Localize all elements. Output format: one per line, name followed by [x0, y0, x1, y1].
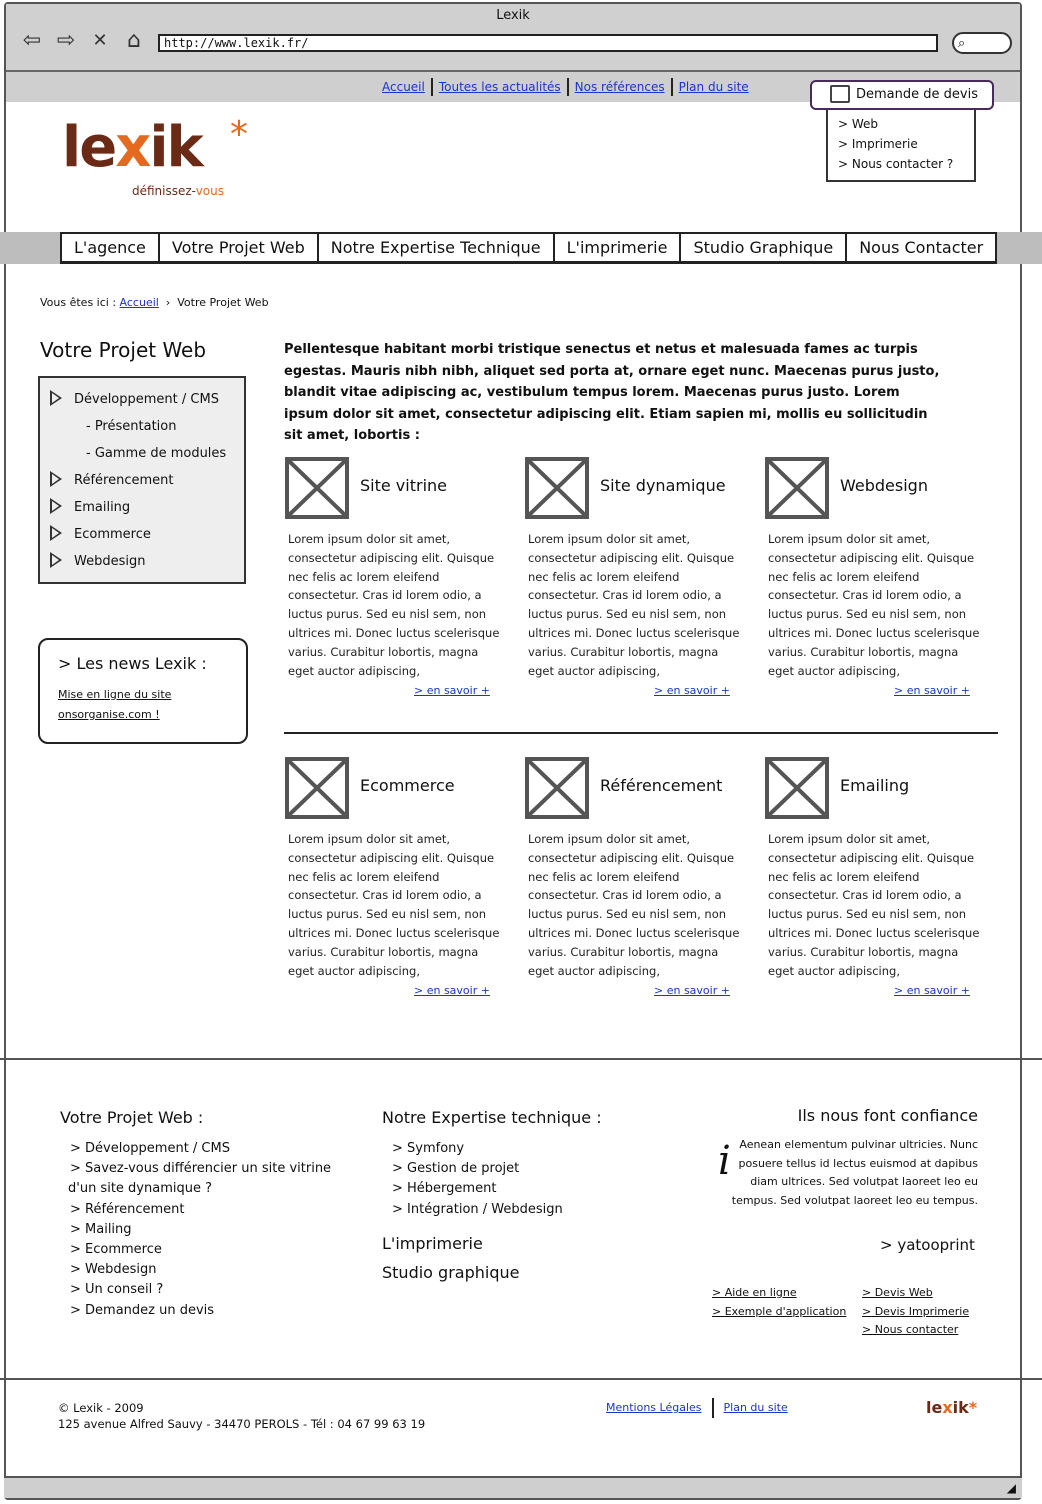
top-link-plan[interactable]: Plan du site: [678, 80, 749, 94]
footer-link[interactable]: > Développement / CMS: [70, 1141, 230, 1156]
top-link-references[interactable]: Nos références: [569, 78, 673, 96]
card-body: Lorem ipsum dolor sit amet, consectetur adipiscing elit. Quisque nec felis ac lorem eleifend consectetur. Cras id lorem odio, a luctus purus. Sed eu nisl sem, non ultrices mi. Donec luctus scelerisque varius. Curabitur lobortis, magna eget auctor adipiscing,: [288, 532, 500, 678]
footer-devis-links: [862, 1284, 969, 1340]
top-link-actualites[interactable]: Toutes les actualités: [433, 78, 569, 96]
sidebar-item-modules[interactable]: - Gamme de modules: [86, 446, 227, 461]
footer-link[interactable]: > Gestion de projet: [392, 1161, 520, 1177]
footer-link[interactable]: > Symfony: [392, 1141, 465, 1156]
sidebar-menu: [38, 376, 246, 584]
devis-button[interactable]: [810, 80, 994, 110]
card-body: Lorem ipsum dolor sit amet, consectetur adipiscing elit. Quisque nec felis ac lorem eleifend consectetur. Cras id lorem odio, a luctus purus. Sed eu nisl sem, non ultrices mi. Donec luctus scelerisque varius. Curabitur lobortis, magna eget auctor adipiscing,: [768, 532, 980, 678]
mentions-legales-link[interactable]: Mentions Légales: [606, 1398, 714, 1418]
read-more-link[interactable]: > en savoir +: [654, 984, 730, 997]
nav-imprimerie[interactable]: L'imprimerie: [553, 232, 682, 264]
logo-wordmark: lexik: [62, 115, 202, 180]
devis-label: Demande de devis: [856, 87, 978, 102]
devis-dropdown: [826, 110, 976, 182]
footer-help-links: [712, 1284, 846, 1321]
address: 125 avenue Alfred Sauvy - 34470 PEROLS - Tél : 04 67 99 63 19: [58, 1417, 426, 1431]
card-body: Lorem ipsum dolor sit amet, consectetur adipiscing elit. Quisque nec felis ac lorem eleifend consectetur. Cras id lorem odio, a luctus purus. Sed eu nisl sem, non ultrices mi. Donec luctus scelerisque varius. Curabitur lobortis, magna eget auctor adipiscing,: [528, 832, 740, 978]
sidebar-title: Votre Projet Web: [40, 338, 207, 362]
search-icon: ⌕: [958, 36, 966, 51]
browser-search[interactable]: [952, 32, 1012, 54]
main-nav: [0, 232, 1042, 264]
read-more-link[interactable]: > en savoir +: [654, 684, 730, 697]
sidebar-item-webdesign[interactable]: Webdesign: [40, 548, 244, 575]
footer-link-devis-web[interactable]: > Devis Web: [862, 1286, 933, 1299]
nav-expertise[interactable]: Notre Expertise Technique: [317, 232, 555, 264]
nav-projet-web[interactable]: Votre Projet Web: [158, 232, 319, 264]
sidebar-item-ecommerce[interactable]: Ecommerce: [40, 521, 244, 548]
chevron-right-icon: ›: [162, 296, 174, 309]
footer-link[interactable]: > Mailing: [70, 1221, 132, 1237]
devis-item-web[interactable]: > Web: [838, 117, 879, 131]
top-links: [376, 78, 755, 96]
trust-title: Ils nous font confiance: [797, 1106, 978, 1125]
card-title: Site dynamique: [600, 476, 726, 495]
read-more-link[interactable]: > en savoir +: [414, 684, 490, 697]
yatooprint-link[interactable]: > yatooprint: [880, 1236, 975, 1254]
footer-link-contact[interactable]: > Nous contacter: [862, 1323, 959, 1337]
legal-links: [606, 1398, 798, 1418]
footer-link[interactable]: > Webdesign: [70, 1262, 157, 1278]
lexik-logo[interactable]: [62, 114, 248, 198]
nav-contact[interactable]: Nous Contacter: [845, 232, 997, 264]
sidebar-item-emailing[interactable]: Emailing: [40, 494, 244, 521]
section-divider: [284, 732, 998, 734]
footer-link[interactable]: > Référencement: [70, 1201, 185, 1217]
image-placeholder-icon: [764, 456, 830, 520]
card-title: Ecommerce: [360, 776, 455, 795]
footer-link[interactable]: > Intégration / Webdesign: [392, 1201, 563, 1217]
breadcrumb-current: Votre Projet Web: [177, 296, 269, 309]
news-link[interactable]: Mise en ligne du site onsorganise.com !: [58, 688, 172, 721]
card-title: Webdesign: [840, 476, 928, 495]
news-box: [38, 638, 248, 744]
status-bar: [4, 1476, 1022, 1498]
stop-icon[interactable]: ✕: [92, 30, 108, 51]
image-placeholder-icon: [524, 456, 590, 520]
address-bar[interactable]: http://www.lexik.fr/: [158, 34, 938, 52]
intro-text: Pellentesque habitant morbi tristique senectus et netus et malesuada fames ac turpis egestas. Mauris nibh nibh, aliquet sed porta at, ornare eget nunc. Maecenas purus justo, blandit vitae adipiscing ac, vestibulum tempus lorem. Maecenas purus justo. Lorem ipsum dolor sit amet, consectetur adipiscing elit. Etiam sapien mi, mollis eu sollicitudin sit amet, lobortis :: [284, 342, 940, 443]
sidebar-item-developpement[interactable]: Développement / CMS: [40, 386, 244, 413]
footer-link-aide[interactable]: > Aide en ligne: [712, 1286, 797, 1299]
logo-tagline: définissez-vous: [132, 184, 225, 198]
footer-link[interactable]: > Demandez un devis: [70, 1302, 215, 1318]
devis-item-imprimerie[interactable]: > Imprimerie: [838, 137, 918, 151]
breadcrumb: Vous êtes ici : Accueil › Votre Projet Web: [40, 296, 269, 309]
devis-item-contact[interactable]: > Nous contacter ?: [838, 157, 954, 171]
triangle-icon: [50, 390, 62, 406]
footer-heading-imprimerie[interactable]: L'imprimerie: [382, 1233, 483, 1253]
trust-text: Aenean elementum pulvinar ultricies. Nunc posuere tellus id lectus euismod at dapibus diam ultrices. Sed volutpat laoreet leo eu tempus. Sed volutpat laoreet leo eu tempus.: [731, 1138, 978, 1207]
resize-grip-icon[interactable]: ◢: [1006, 1481, 1016, 1495]
triangle-icon: [50, 498, 62, 514]
footer-heading: Notre Expertise technique :: [382, 1108, 602, 1127]
footer-trust: [718, 1106, 978, 1207]
browser-titlebar: [6, 4, 1020, 72]
image-placeholder-icon: [284, 756, 350, 820]
footer-col-projet: [60, 1108, 360, 1321]
home-icon[interactable]: ⌂: [127, 28, 141, 53]
footer-logo[interactable]: lexik*: [926, 1398, 978, 1417]
footer-link[interactable]: d'un site dynamique ?: [68, 1181, 212, 1197]
card-title: Emailing: [840, 776, 910, 795]
footer-link[interactable]: > Un conseil ?: [70, 1282, 164, 1298]
card-body: Lorem ipsum dolor sit amet, consectetur adipiscing elit. Quisque nec felis ac lorem eleifend consectetur. Cras id lorem odio, a luctus purus. Sed eu nisl sem, non ultrices mi. Donec luctus scelerisque varius. Curabitur lobortis, magna eget auctor adipiscing,: [768, 832, 980, 978]
image-placeholder-icon: [524, 756, 590, 820]
image-placeholder-icon: [764, 756, 830, 820]
footer-link-devis-imprimerie[interactable]: > Devis Imprimerie: [862, 1304, 970, 1318]
copyright: © Lexik - 2009 125 avenue Alfred Sauvy - 34470 PEROLS - Tél : 04 67 99 63 19: [58, 1401, 426, 1431]
sidebar-item-presentation[interactable]: - Présentation: [86, 419, 177, 434]
triangle-icon: [50, 552, 62, 568]
read-more-link[interactable]: > en savoir +: [894, 684, 970, 697]
logo-star: *: [230, 114, 248, 155]
nav-studio[interactable]: Studio Graphique: [679, 232, 847, 264]
footer-col-expertise: [382, 1108, 682, 1282]
footer-heading-studio[interactable]: Studio graphique: [382, 1262, 520, 1282]
breadcrumb-home[interactable]: Accueil: [119, 296, 159, 309]
triangle-icon: [50, 525, 62, 541]
window-title: Lexik: [496, 8, 530, 23]
back-arrow-icon[interactable]: ⇦: [22, 28, 42, 53]
image-placeholder-icon: [284, 456, 350, 520]
card-title: Référencement: [600, 776, 723, 795]
footer-link[interactable]: > Savez-vous différencier un site vitrine: [70, 1161, 332, 1177]
card-body: Lorem ipsum dolor sit amet, consectetur adipiscing elit. Quisque nec felis ac lorem eleifend consectetur. Cras id lorem odio, a luctus purus. Sed eu nisl sem, non ultrices mi. Donec luctus scelerisque varius. Curabitur lobortis, magna eget auctor adipiscing,: [528, 532, 740, 678]
footer-heading: Votre Projet Web :: [60, 1108, 204, 1127]
browser-nav: [18, 28, 148, 54]
triangle-icon: [50, 471, 62, 487]
read-more-link[interactable]: > en savoir +: [414, 984, 490, 997]
read-more-link[interactable]: > en savoir +: [894, 984, 970, 997]
top-link-accueil[interactable]: Accueil: [376, 78, 433, 96]
nav-agence[interactable]: L'agence: [60, 232, 160, 264]
footer-link[interactable]: > Hébergement: [392, 1181, 497, 1197]
sidebar-item-referencement[interactable]: Référencement: [40, 467, 244, 494]
footer-link[interactable]: > Ecommerce: [70, 1242, 162, 1258]
info-icon: i: [718, 1138, 731, 1184]
footer-link-exemple[interactable]: > Exemple d'application: [712, 1304, 847, 1318]
news-title: > Les news Lexik :: [58, 654, 207, 673]
plan-du-site-link[interactable]: Plan du site: [723, 1401, 788, 1414]
monitor-icon: [830, 85, 850, 103]
card-title: Site vitrine: [360, 476, 447, 495]
card-body: Lorem ipsum dolor sit amet, consectetur adipiscing elit. Quisque nec felis ac lorem eleifend consectetur. Cras id lorem odio, a luctus purus. Sed eu nisl sem, non ultrices mi. Donec luctus scelerisque varius. Curabitur lobortis, magna eget auctor adipiscing,: [288, 832, 500, 978]
forward-arrow-icon[interactable]: ⇨: [56, 28, 76, 53]
